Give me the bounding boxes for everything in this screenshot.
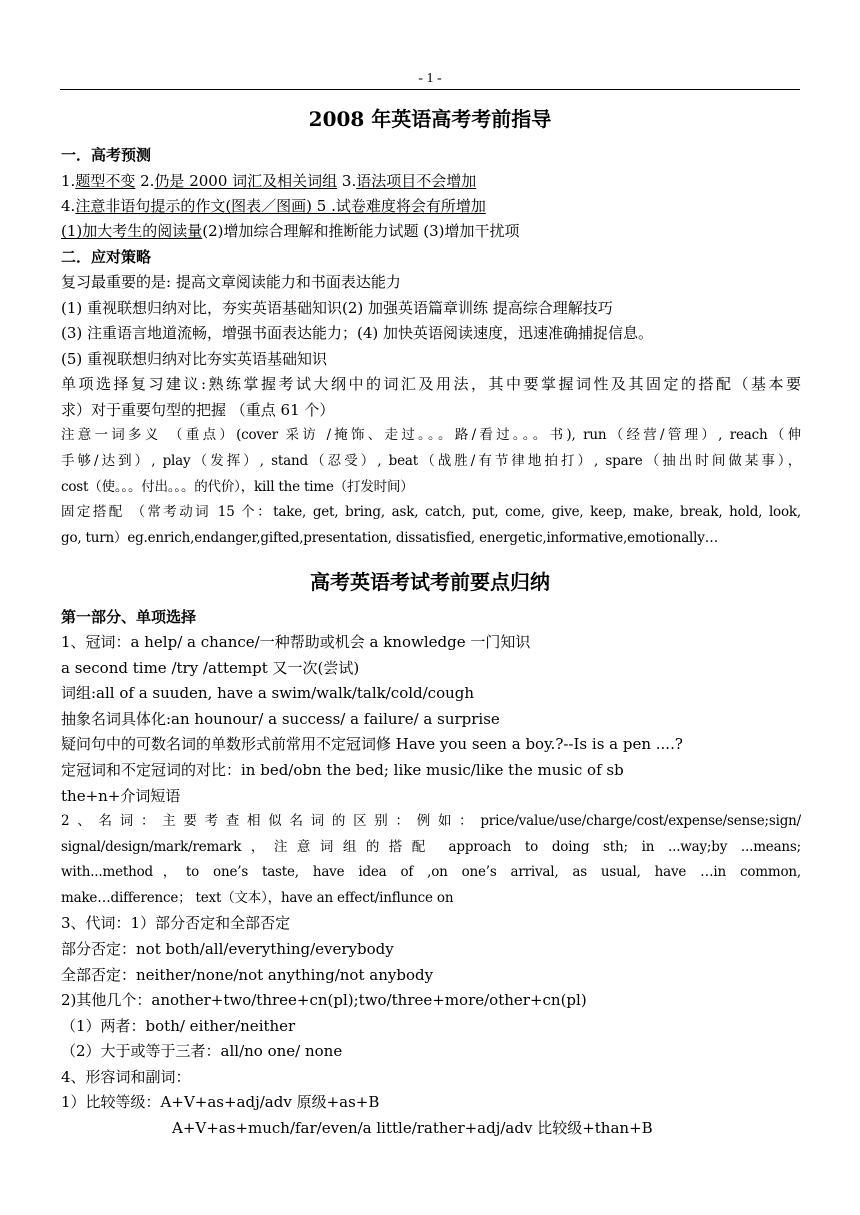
page-number: - 1 - bbox=[418, 71, 442, 86]
body-line: 2、名词：主要考查相似名词的区别：例如：price/value/use/charge/cost/expense/sense;sign/ bbox=[61, 813, 801, 829]
strategy-line: (3) 注重语言地道流畅，增强书面表达能力；(4) 加快英语阅读速度，迅速准确捕捉信息。 bbox=[61, 324, 654, 342]
underlined-text: (1)加大考生的阅读量 bbox=[61, 222, 203, 240]
strategy-line: 单项选择复习建议:熟练掌握考试大纲中的词汇及用法，其中要掌握词性及其固定的搭配（基本要 bbox=[61, 375, 801, 393]
strategy-line: (5) 重视联想归纳对比夯实英语基础知识 bbox=[61, 350, 328, 368]
section-heading-prediction: 一．高考预测 bbox=[61, 146, 152, 164]
body-line: signal/design/mark/remark，注意词组的搭配 approach to doing sth; in ...way;by ...means; bbox=[61, 839, 801, 855]
body-line: 部分否定：not both/all/everything/everybody bbox=[61, 940, 394, 958]
prediction-line-3 bbox=[61, 222, 801, 241]
strategy-line: 手够/达到）, play（发挥）, stand（忍受）, beat（战胜/有节律地拍打）, spare（抽出时间做某事）， bbox=[61, 453, 801, 469]
prediction-line-1 bbox=[61, 172, 801, 191]
underlined-text: 注意非语句提示的作文(图表／图画) 5 .试卷难度将会有所增加 bbox=[75, 197, 486, 215]
body-line: 4、形容词和副词： bbox=[61, 1068, 191, 1086]
body-line: 3、代词：1）部分否定和全部否定 bbox=[61, 914, 291, 932]
strategy-line: 注意一词多义 （重点）(cover 采访 /掩饰、走过。。。路/看过。。。书), run（经营/管理）, reach（伸 bbox=[61, 427, 801, 443]
text: 2. bbox=[135, 172, 155, 190]
part-heading: 第一部分、单项选择 bbox=[61, 608, 197, 626]
body-line: （2）大于或等于三者：all/no one/ none bbox=[61, 1042, 343, 1060]
strategy-line: 求）对于重要句型的把握 （重点 61 个） bbox=[61, 401, 335, 419]
text: 4. bbox=[61, 197, 76, 215]
body-line: 2)其他几个：another+two/three+cn(pl);two/three+more/other+cn(pl) bbox=[61, 991, 587, 1009]
body-line: 1）比较等级：A+V+as+adj/adv 原级+as+B bbox=[61, 1093, 380, 1111]
strategy-line: go, turn）eg.enrich,endanger,gifted,presentation, dissatisfied, energetic,informative,emotionally… bbox=[61, 530, 719, 546]
body-line: 全部否定：neither/none/not anything/not anybody bbox=[61, 966, 434, 984]
header-rule bbox=[60, 89, 800, 90]
body-line: make…difference； text（文本），have an effect/influnce on bbox=[61, 890, 454, 906]
body-line: 定冠词和不定冠词的对比：in bed/obn the bed; like music/like the music of sb bbox=[61, 761, 624, 779]
body-line: 疑问句中的可数名词的单数形式前常用不定冠词修 Have you seen a boy.?--Is is a pen ....? bbox=[61, 735, 683, 753]
text: 3. bbox=[337, 172, 357, 190]
body-line: 词组:all of a suuden, have a swim/walk/talk/cold/cough bbox=[61, 684, 475, 702]
underlined-text: 仍是 2000 词汇及相关词组 bbox=[154, 172, 338, 190]
strategy-line: (1) 重视联想归纳对比，夯实英语基础知识(2) 加强英语篇章训练 提高综合理解技巧 bbox=[61, 299, 613, 317]
body-line: 抽象名词具体化:an hounour/ a success/ a failure/ a surprise bbox=[61, 710, 500, 728]
text: (2)增加综合理解和推断能力试题 (3)增加干扰项 bbox=[202, 222, 520, 240]
text: 1. bbox=[61, 172, 76, 190]
section-heading-strategy: 二．应对策略 bbox=[61, 248, 152, 266]
body-line: the+n+介词短语 bbox=[61, 787, 181, 805]
underlined-text: 语法项目不会增加 bbox=[356, 172, 477, 190]
underlined-text: 题型不变 bbox=[75, 172, 136, 190]
prediction-line-2 bbox=[61, 197, 801, 216]
body-line: A+V+as+much/far/even/a little/rather+adj/adv 比较级+than+B bbox=[172, 1119, 653, 1137]
document-title: 2008 年英语高考考前指导 bbox=[308, 107, 552, 131]
strategy-line: 复习最重要的是: 提高文章阅读能力和书面表达能力 bbox=[61, 273, 401, 291]
body-line: 1、冠词：a help/ a chance/一种帮助或机会 a knowledge 一门知识 bbox=[61, 633, 531, 651]
body-line: with...method，to one’s taste, have idea of ,on one’s arrival, as usual, have …in common, bbox=[61, 864, 801, 880]
section-title: 高考英语考试考前要点归纳 bbox=[310, 570, 550, 594]
strategy-line: cost（使。。。付出。。。的代价），kill the time（打发时间） bbox=[61, 479, 414, 495]
strategy-line: 固定搭配 （常考动词 15 个：take, get, bring, ask, catch, put, come, give, keep, make, break, hold, look, bbox=[61, 504, 801, 520]
body-line: （1）两者：both/ either/neither bbox=[61, 1017, 296, 1035]
body-line: a second time /try /attempt 又一次(尝试) bbox=[61, 659, 360, 677]
